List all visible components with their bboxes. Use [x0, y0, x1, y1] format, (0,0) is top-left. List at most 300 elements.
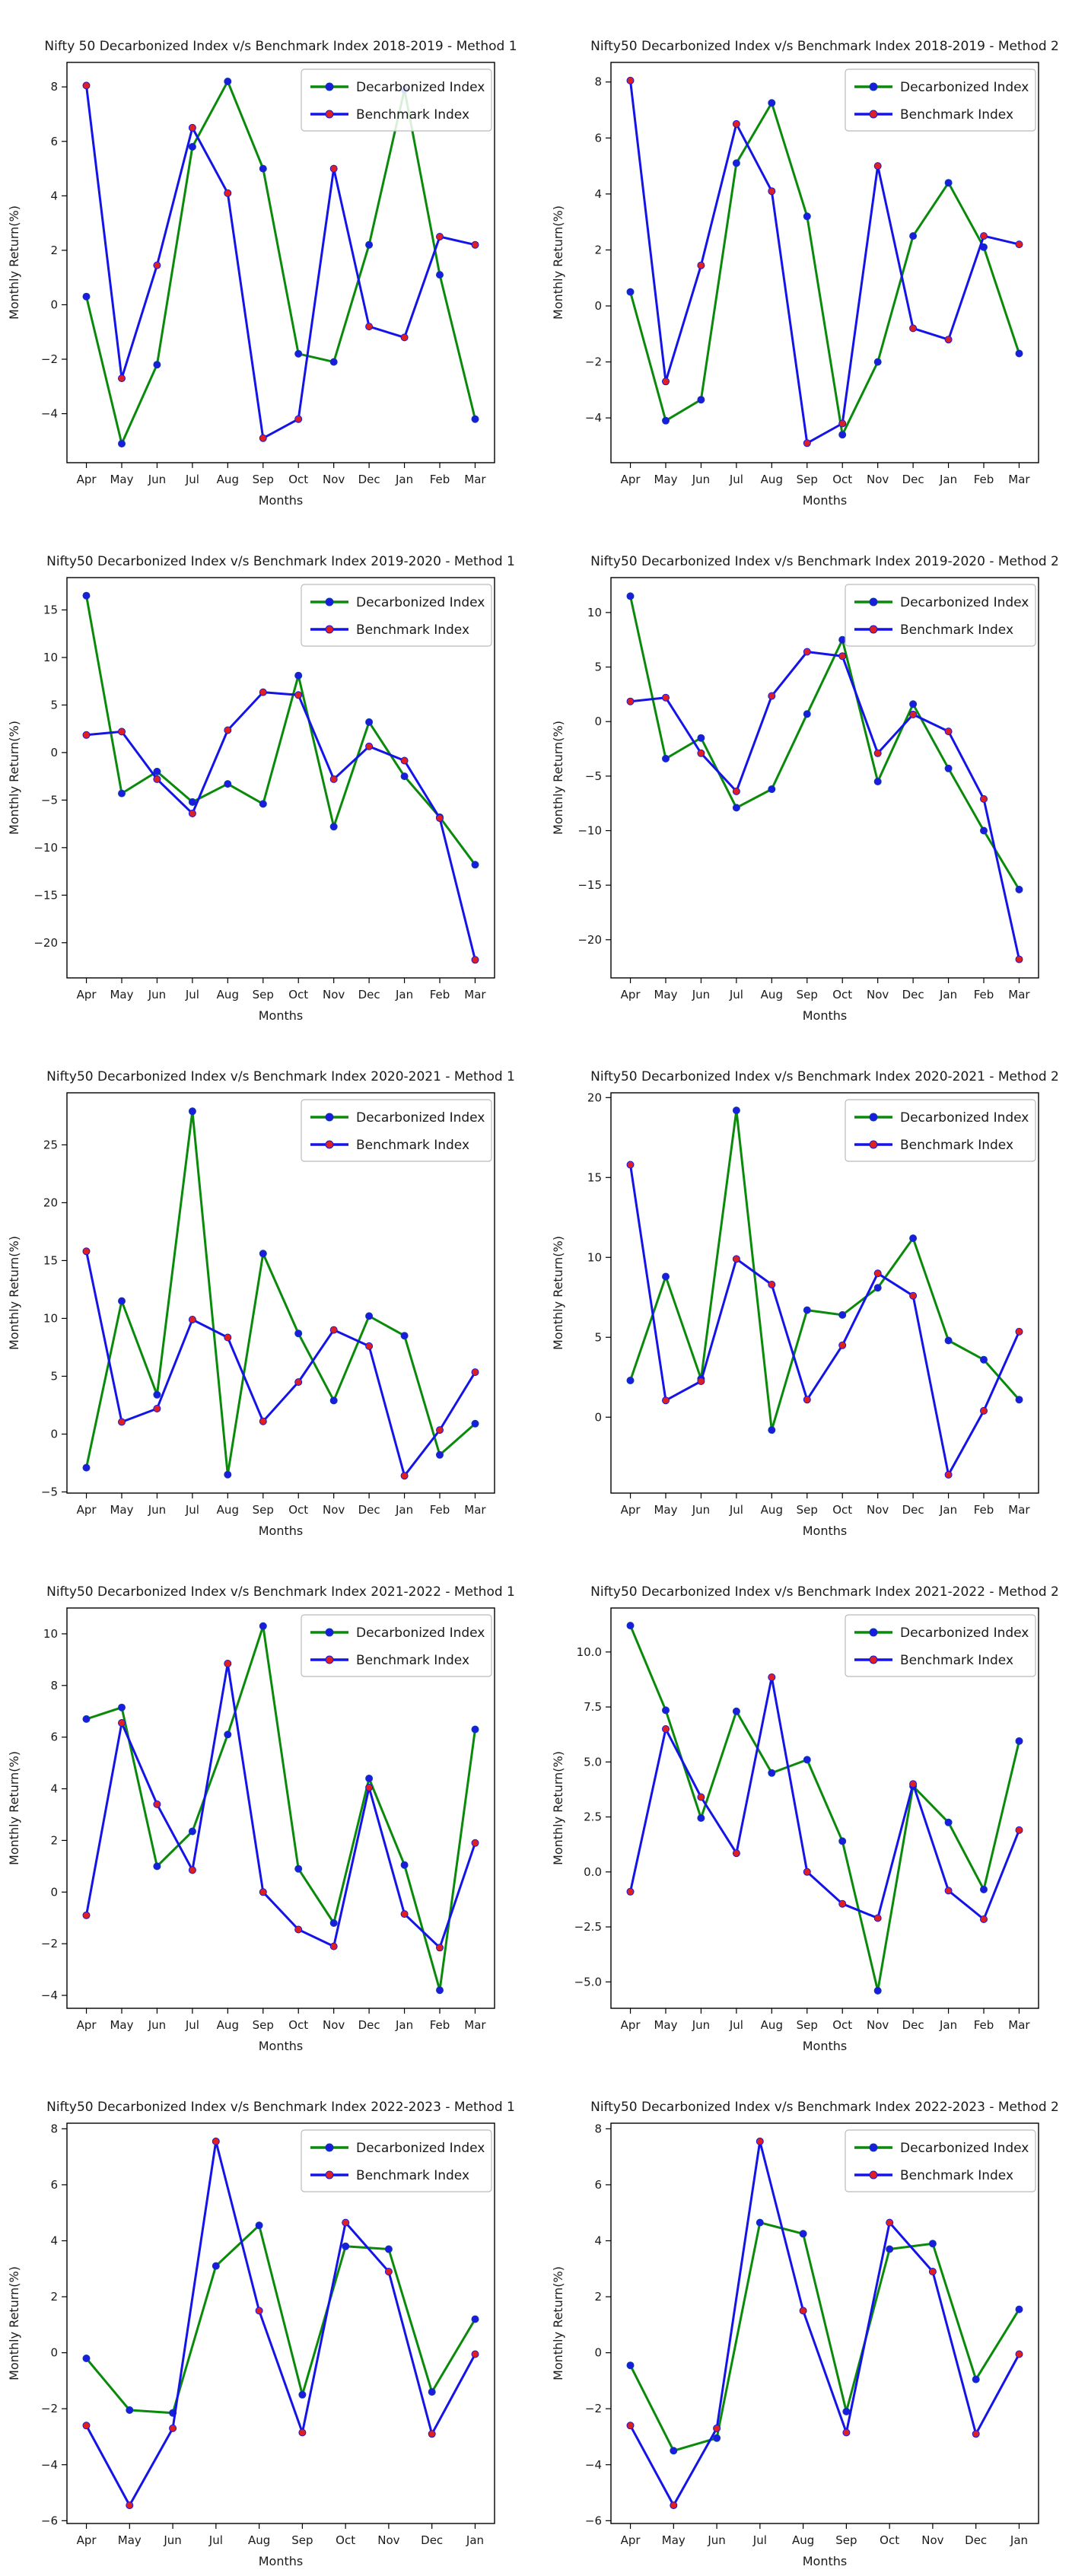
benchmark-series-marker	[803, 1868, 810, 1875]
decarbonized-series-marker	[330, 358, 337, 365]
y-tick-label: 0	[594, 1410, 602, 1425]
legend-benchmark-swatch-marker	[870, 626, 877, 633]
benchmark-series-marker	[1016, 1328, 1023, 1335]
chart-2021-2022-method-1-panel	[0, 1546, 544, 2061]
x-tick-label: Nov	[323, 2018, 345, 2032]
y-tick-label: 6	[594, 2177, 602, 2192]
x-tick-label: Jul	[185, 1503, 199, 1517]
chart-2018-2019-method-1	[0, 0, 544, 515]
legend-benchmark-swatch-marker	[870, 2171, 877, 2179]
y-tick-label: 8	[50, 80, 58, 94]
y-tick-label: 0	[50, 298, 58, 312]
y-tick-label: 4	[594, 2234, 602, 2248]
y-tick-label: 10	[43, 1626, 58, 1641]
decarbonized-series-marker	[627, 593, 634, 600]
x-tick-label: Jan	[1010, 2533, 1029, 2547]
x-tick-label: Dec	[358, 2018, 380, 2032]
benchmark-series-marker	[839, 653, 846, 660]
decarbonized-series-marker	[945, 180, 952, 186]
legend-benchmark-swatch-marker	[326, 2171, 333, 2179]
x-tick-label: Feb	[973, 988, 994, 1001]
y-tick-label: −5.0	[574, 1975, 602, 1989]
chart-2020-2021-method-2-panel	[544, 1030, 1088, 1546]
legend-decarbonized-swatch-marker	[870, 598, 877, 606]
y-tick-label: −5	[40, 793, 58, 807]
benchmark-series-marker	[189, 1867, 196, 1874]
decarbonized-series-marker	[663, 1707, 670, 1714]
benchmark-series-marker	[874, 750, 881, 756]
benchmark-series-marker	[910, 325, 917, 332]
decarbonized-series-marker	[803, 711, 810, 718]
x-tick-label: Dec	[902, 1503, 924, 1517]
benchmark-series-marker	[170, 2425, 177, 2431]
y-tick-label: 4	[594, 186, 602, 201]
y-axis-label: Monthly Return(%)	[7, 2266, 21, 2380]
decarbonized-series-marker	[437, 1451, 444, 1458]
x-tick-label: Nov	[867, 2018, 889, 2032]
x-tick-label: Apr	[620, 2533, 641, 2547]
x-tick-label: Dec	[902, 988, 924, 1001]
decarbonized-series-marker	[401, 773, 408, 780]
decarbonized-series-marker	[1016, 350, 1023, 357]
decarbonized-series-marker	[119, 1704, 126, 1711]
y-axis-label: Monthly Return(%)	[7, 1236, 21, 1350]
y-tick-label: −6	[40, 2514, 58, 2528]
x-tick-label: Oct	[832, 1503, 853, 1517]
y-tick-label: −4	[584, 2457, 602, 2472]
benchmark-series-marker	[670, 2502, 677, 2509]
decarbonized-series-marker	[83, 1464, 90, 1471]
benchmark-series-marker	[224, 1661, 231, 1667]
decarbonized-series-marker	[119, 441, 126, 447]
y-tick-label: 8	[594, 2122, 602, 2136]
decarbonized-series-marker	[83, 1715, 90, 1722]
x-tick-label: Feb	[429, 473, 450, 486]
x-tick-label: May	[654, 473, 678, 486]
y-tick-label: 10	[43, 650, 58, 664]
y-tick-label: 0	[50, 1885, 58, 1899]
benchmark-series-marker	[1016, 1826, 1023, 1833]
decarbonized-series-marker	[472, 1726, 479, 1733]
decarbonized-series-marker	[929, 2240, 936, 2247]
decarbonized-series-marker	[119, 790, 126, 797]
decarbonized-series-marker	[224, 781, 231, 788]
legend-benchmark-swatch-marker	[870, 1656, 877, 1664]
benchmark-series-marker	[295, 692, 302, 699]
benchmark-series-marker	[154, 1406, 161, 1412]
legend-decarbonized-label: Decarbonized Index	[356, 595, 485, 610]
x-tick-label: Jun	[148, 473, 167, 486]
x-tick-label: Oct	[336, 2533, 356, 2547]
x-axis-label: Months	[258, 2039, 304, 2053]
legend	[301, 1615, 492, 1676]
decarbonized-series-marker	[698, 1815, 705, 1822]
x-tick-label: May	[661, 2533, 686, 2547]
benchmark-series-marker	[886, 2219, 893, 2226]
decarbonized-series-marker	[259, 1250, 266, 1257]
decarbonized-series-marker	[733, 1708, 740, 1715]
benchmark-series-marker	[803, 440, 810, 447]
decarbonized-series-marker	[83, 2355, 90, 2362]
benchmark-series-marker	[119, 1720, 126, 1727]
decarbonized-series-marker	[839, 431, 846, 438]
benchmark-series-marker	[910, 1781, 917, 1788]
x-tick-label: Dec	[902, 473, 924, 486]
x-tick-label: Apr	[76, 2018, 97, 2032]
benchmark-series-marker	[119, 375, 126, 382]
x-tick-label: Nov	[867, 988, 889, 1001]
x-tick-label: May	[654, 1503, 678, 1517]
decarbonized-series-marker	[189, 798, 196, 805]
legend-decarbonized-swatch-marker	[326, 598, 333, 606]
y-tick-label: 6	[50, 2177, 58, 2192]
benchmark-series-marker	[119, 728, 126, 735]
x-tick-label: Apr	[76, 1503, 97, 1517]
decarbonized-series-marker	[366, 1775, 373, 1782]
chart-2019-2020-method-2-panel	[544, 515, 1088, 1030]
benchmark-series-marker	[366, 743, 373, 750]
y-tick-label: 2.5	[584, 1810, 602, 1824]
x-tick-label: Jun	[692, 473, 711, 486]
decarbonized-series-marker	[945, 765, 952, 772]
x-tick-label: Aug	[760, 2018, 783, 2032]
decarbonized-series-marker	[768, 100, 775, 107]
x-tick-label: Dec	[965, 2533, 988, 2547]
benchmark-series-marker	[768, 1282, 775, 1288]
chart-2019-2020-method-1-panel	[0, 515, 544, 1030]
benchmark-series-marker	[756, 2138, 763, 2145]
benchmark-series-marker	[259, 689, 266, 696]
legend-decarbonized-label: Decarbonized Index	[900, 2141, 1029, 2156]
decarbonized-series-marker	[385, 2246, 392, 2253]
benchmark-series-marker	[874, 163, 881, 170]
benchmark-series-marker	[259, 1418, 266, 1425]
benchmark-series-marker	[330, 165, 337, 172]
x-tick-label: Jan	[395, 473, 414, 486]
benchmark-series-marker	[330, 775, 337, 782]
decarbonized-series-marker	[714, 2434, 721, 2441]
y-tick-label: −5	[584, 769, 602, 783]
benchmark-series-marker	[224, 1334, 231, 1341]
x-tick-label: Sep	[252, 473, 274, 486]
decarbonized-series-marker	[472, 1420, 479, 1427]
legend-benchmark-label: Benchmark Index	[900, 2168, 1014, 2183]
legend-decarbonized-swatch-marker	[870, 1629, 877, 1636]
decarbonized-series-marker	[299, 2391, 306, 2398]
decarbonized-series-marker	[366, 1313, 373, 1320]
decarbonized-series-marker	[972, 2376, 979, 2383]
decarbonized-series-marker	[342, 2243, 349, 2250]
legend-benchmark-label: Benchmark Index	[900, 623, 1014, 638]
benchmark-series-marker	[733, 788, 740, 794]
chart-title: Nifty50 Decarbonized Index v/s Benchmark Index 2020-2021 - Method 2	[590, 1069, 1059, 1084]
x-tick-label: Sep	[252, 2018, 274, 2032]
decarbonized-series-marker	[256, 2222, 262, 2229]
benchmark-series-marker	[768, 1674, 775, 1681]
benchmark-series-marker	[212, 2138, 219, 2145]
y-tick-label: −15	[577, 878, 602, 893]
y-tick-label: −4	[40, 1989, 58, 2003]
x-tick-label: Apr	[620, 473, 641, 486]
decarbonized-series-marker	[472, 861, 479, 868]
x-tick-label: Mar	[464, 2018, 486, 2032]
y-tick-label: −2	[584, 2402, 602, 2416]
x-tick-label: Mar	[1008, 988, 1030, 1001]
chart-2019-2020-method-2	[544, 515, 1088, 1030]
decarbonized-series-marker	[1016, 886, 1023, 893]
decarbonized-series-marker	[733, 1107, 740, 1114]
chart-2022-2023-method-1-panel	[0, 2061, 544, 2576]
y-tick-label: 25	[43, 1138, 58, 1152]
y-tick-label: 2	[594, 2290, 602, 2304]
x-tick-label: Jun	[148, 988, 167, 1001]
x-tick-label: Jan	[939, 473, 958, 486]
x-tick-label: Mar	[464, 473, 486, 486]
x-tick-label: Aug	[216, 473, 239, 486]
x-tick-label: Dec	[421, 2533, 444, 2547]
x-axis-label: Months	[802, 2554, 848, 2568]
benchmark-series-marker	[733, 1256, 740, 1263]
x-axis-label: Months	[258, 2554, 304, 2568]
benchmark-series-marker	[189, 1317, 196, 1323]
decarbonized-series-marker	[259, 801, 266, 807]
benchmark-series-marker	[981, 795, 988, 802]
decarbonized-series-marker	[154, 1863, 161, 1870]
y-axis-label: Monthly Return(%)	[7, 1751, 21, 1865]
decarbonized-series-marker	[910, 1235, 917, 1242]
benchmark-series-marker	[945, 1887, 952, 1894]
y-tick-label: −4	[40, 2457, 58, 2472]
benchmark-series-marker	[698, 1378, 705, 1385]
x-tick-label: Sep	[252, 988, 274, 1001]
x-tick-label: Sep	[291, 2533, 313, 2547]
y-tick-label: −6	[584, 2514, 602, 2528]
y-tick-label: 0	[50, 745, 58, 759]
benchmark-series-marker	[910, 711, 917, 718]
decarbonized-series-marker	[874, 1285, 881, 1291]
decarbonized-series-marker	[803, 1756, 810, 1763]
y-tick-label: 15	[43, 603, 58, 617]
x-tick-label: Jan	[395, 2018, 414, 2032]
decarbonized-series-marker	[366, 718, 373, 725]
x-axis-label: Months	[258, 1524, 304, 1538]
decarbonized-series-marker	[154, 768, 161, 775]
y-tick-label: 0.0	[584, 1864, 602, 1879]
legend-decarbonized-label: Decarbonized Index	[900, 80, 1029, 95]
x-tick-label: Sep	[835, 2533, 857, 2547]
x-tick-label: Aug	[760, 1503, 783, 1517]
benchmark-series-marker	[981, 1407, 988, 1414]
benchmark-series-marker	[437, 1944, 444, 1951]
decarbonized-series-marker	[698, 396, 705, 403]
x-tick-label: May	[110, 1503, 134, 1517]
benchmark-series-marker	[366, 1784, 373, 1791]
y-tick-label: 0	[594, 299, 602, 314]
benchmark-series-marker	[83, 2422, 90, 2429]
decarbonized-series-marker	[910, 701, 917, 708]
benchmark-series-marker	[1016, 2351, 1023, 2358]
benchmark-series-marker	[945, 336, 952, 343]
legend-benchmark-label: Benchmark Index	[900, 1138, 1014, 1153]
legend-decarbonized-swatch-marker	[326, 2144, 333, 2151]
y-tick-label: −2	[40, 352, 58, 367]
x-tick-label: Jun	[148, 2018, 167, 2032]
x-tick-label: Jul	[185, 2018, 199, 2032]
x-tick-label: Jan	[395, 1503, 414, 1517]
y-tick-label: 0	[50, 2345, 58, 2360]
decarbonized-series-marker	[295, 350, 302, 357]
benchmark-series-marker	[154, 262, 161, 269]
benchmark-series-marker	[189, 810, 196, 817]
x-tick-label: Jun	[164, 2533, 182, 2547]
benchmark-series-marker	[874, 1270, 881, 1277]
y-tick-label: 2	[50, 2290, 58, 2304]
x-tick-label: May	[110, 473, 134, 486]
y-tick-label: 4	[50, 2234, 58, 2248]
chart-2020-2021-method-2	[544, 1030, 1088, 1546]
chart-2018-2019-method-2-panel	[544, 0, 1088, 515]
chart-2020-2021-method-1	[0, 1030, 544, 1546]
benchmark-series-marker	[83, 1912, 90, 1918]
y-axis-label: Monthly Return(%)	[551, 1751, 565, 1865]
decarbonized-series-marker	[330, 823, 337, 830]
legend-benchmark-label: Benchmark Index	[356, 623, 470, 638]
chart-2021-2022-method-2-panel	[544, 1546, 1088, 2061]
x-tick-label: Mar	[1008, 473, 1030, 486]
x-axis-label: Months	[258, 493, 304, 508]
y-tick-label: −10	[577, 823, 602, 838]
legend-decarbonized-label: Decarbonized Index	[356, 1110, 485, 1126]
legend	[301, 69, 492, 131]
decarbonized-series-marker	[800, 2231, 806, 2237]
x-tick-label: Apr	[620, 988, 641, 1001]
y-tick-label: 5	[594, 660, 602, 674]
x-tick-label: Mar	[1008, 1503, 1030, 1517]
x-tick-label: Sep	[796, 1503, 818, 1517]
x-tick-label: Feb	[973, 2018, 994, 2032]
legend-decarbonized-swatch-marker	[870, 2144, 877, 2151]
benchmark-series-marker	[627, 77, 634, 84]
y-tick-label: −4	[584, 411, 602, 425]
benchmark-series-marker	[295, 416, 302, 422]
x-axis-label: Months	[802, 2039, 848, 2053]
y-tick-label: 15	[43, 1253, 58, 1268]
benchmark-series-marker	[126, 2502, 133, 2509]
x-tick-label: Jan	[939, 2018, 958, 2032]
y-tick-label: −2	[40, 2402, 58, 2416]
benchmark-series-marker	[385, 2269, 392, 2275]
legend-benchmark-swatch-marker	[870, 110, 877, 118]
benchmark-series-marker	[472, 241, 479, 248]
benchmark-series-marker	[83, 1248, 90, 1255]
x-tick-label: Jan	[466, 2533, 485, 2547]
x-tick-label: May	[110, 2018, 134, 2032]
x-tick-label: Jun	[692, 1503, 711, 1517]
y-tick-label: 20	[43, 1196, 58, 1210]
benchmark-series-marker	[83, 82, 90, 89]
benchmark-series-marker	[472, 1839, 479, 1846]
y-axis-label: Monthly Return(%)	[551, 205, 565, 320]
y-tick-label: 10	[587, 1250, 602, 1265]
x-tick-label: Aug	[216, 988, 239, 1001]
decarbonized-series-marker	[981, 1886, 988, 1893]
benchmark-series-marker	[663, 1726, 670, 1733]
y-tick-label: 2	[50, 243, 58, 257]
benchmark-series-marker	[627, 1161, 634, 1168]
x-tick-label: Apr	[76, 473, 97, 486]
y-tick-label: −4	[40, 406, 58, 421]
decarbonized-series-marker	[126, 2407, 133, 2414]
legend-decarbonized-swatch-marker	[870, 1113, 877, 1121]
benchmark-series-marker	[259, 1889, 266, 1896]
decarbonized-series-marker	[733, 160, 740, 167]
decarbonized-series-marker	[803, 213, 810, 220]
benchmark-series-marker	[800, 2307, 806, 2314]
x-tick-label: May	[654, 2018, 678, 2032]
x-tick-label: Jul	[729, 473, 743, 486]
x-tick-label: Oct	[880, 2533, 900, 2547]
benchmark-series-marker	[401, 1911, 408, 1918]
legend-benchmark-label: Benchmark Index	[356, 1138, 470, 1153]
legend-benchmark-label: Benchmark Index	[356, 1653, 470, 1668]
benchmark-series-marker	[1016, 241, 1023, 248]
x-tick-label: Feb	[429, 988, 450, 1001]
legend	[845, 1615, 1036, 1676]
y-tick-label: 5	[50, 698, 58, 712]
decarbonized-series-marker	[330, 1397, 337, 1404]
y-tick-label: 20	[587, 1091, 602, 1105]
benchmark-series-marker	[472, 957, 479, 963]
benchmark-series-marker	[627, 698, 634, 705]
x-tick-label: Mar	[464, 988, 486, 1001]
y-tick-label: −10	[33, 840, 58, 855]
x-tick-label: Jun	[692, 2018, 711, 2032]
y-tick-label: 0	[594, 2345, 602, 2360]
chart-title: Nifty50 Decarbonized Index v/s Benchmark Index 2020-2021 - Method 1	[46, 1069, 515, 1084]
x-tick-label: Dec	[358, 988, 380, 1001]
x-tick-label: Sep	[796, 988, 818, 1001]
decarbonized-series-marker	[768, 786, 775, 793]
chart-2022-2023-method-2-panel	[544, 2061, 1088, 2576]
y-tick-label: 5	[50, 1369, 58, 1384]
x-tick-label: Jul	[729, 2018, 743, 2032]
decarbonized-series-marker	[981, 1356, 988, 1363]
chart-2020-2021-method-1-panel	[0, 1030, 544, 1546]
benchmark-series-marker	[366, 323, 373, 330]
x-tick-label: Apr	[620, 1503, 641, 1517]
y-tick-label: 6	[594, 131, 602, 145]
x-tick-label: Dec	[358, 473, 380, 486]
decarbonized-series-marker	[401, 1333, 408, 1339]
benchmark-series-marker	[803, 648, 810, 655]
chart-2018-2019-method-2	[544, 0, 1088, 515]
x-tick-label: Dec	[902, 2018, 924, 2032]
benchmark-series-marker	[929, 2269, 936, 2275]
x-tick-label: Nov	[867, 473, 889, 486]
x-tick-label: Nov	[377, 2533, 400, 2547]
decarbonized-series-marker	[670, 2447, 677, 2454]
decarbonized-series-marker	[295, 1330, 302, 1337]
x-tick-label: Dec	[358, 1503, 380, 1517]
y-tick-label: 2	[594, 243, 602, 257]
y-tick-label: 5.0	[584, 1755, 602, 1769]
benchmark-series-marker	[295, 1926, 302, 1933]
x-tick-label: Sep	[796, 473, 818, 486]
x-tick-label: Mar	[1008, 2018, 1030, 2032]
x-tick-label: Aug	[791, 2533, 815, 2547]
benchmark-series-marker	[768, 188, 775, 195]
benchmark-series-marker	[910, 1292, 917, 1299]
